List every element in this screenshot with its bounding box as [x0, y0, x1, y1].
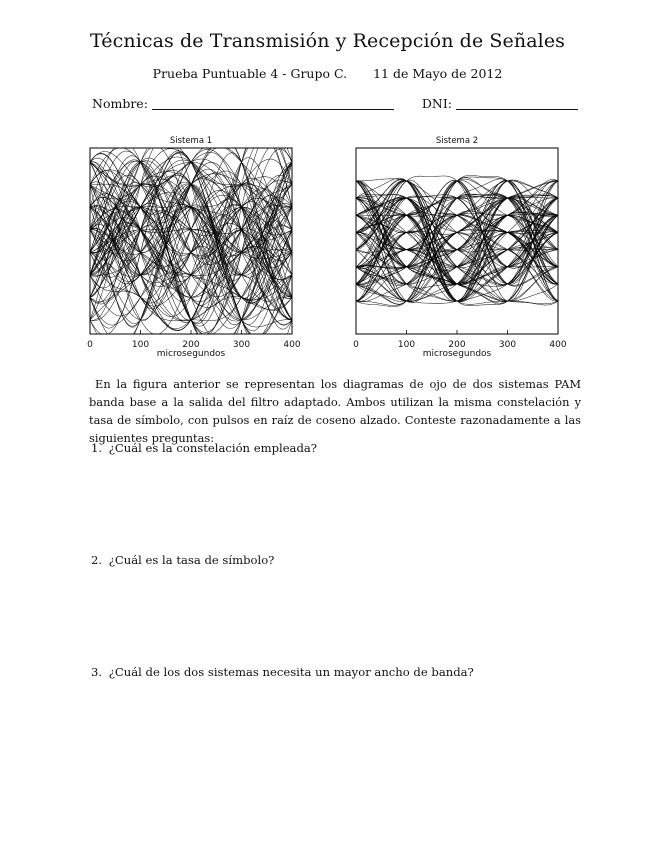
- name-label: Nombre:: [92, 96, 148, 111]
- x-tick-label: 400: [549, 340, 567, 350]
- eye-diagram-sistema-1: [82, 132, 304, 364]
- question-1: [91, 441, 317, 455]
- question-3: [91, 665, 474, 679]
- question-2: [91, 553, 274, 567]
- question-text: ¿Cuál es la tasa de símbolo?: [108, 553, 275, 567]
- dni-field-line[interactable]: [456, 96, 578, 110]
- eye-traces: [356, 175, 558, 306]
- exam-date: 11 de Mayo de 2012: [373, 66, 503, 81]
- chart-title: Sistema 1: [169, 136, 213, 146]
- x-tick-label: 100: [397, 340, 416, 350]
- x-tick-label: 0: [353, 340, 359, 350]
- x-tick-label: 400: [283, 340, 301, 350]
- eye-diagram-sistema-2: [348, 132, 570, 364]
- x-tick-label: 300: [232, 340, 251, 350]
- intro-paragraph: En la figura anterior se representan los diagramas de ojo de dos sistemas PAM banda base a la salida del filtro adaptado. Ambos utilizan la misma constelación y tasa de símbolo, con pulsos en raíz de coseno alzado. Conteste razonadamente a las siguientes preguntas:: [89, 377, 581, 445]
- exam-subtitle: [0, 66, 655, 81]
- eye-diagram-svg-1: [82, 132, 304, 364]
- x-tick-label: 200: [448, 340, 466, 350]
- x-tick-label: 100: [131, 340, 150, 350]
- chart-title: Sistema 2: [435, 136, 479, 146]
- x-axis-label: microsegundos: [422, 349, 492, 359]
- question-number: 3.: [91, 665, 103, 679]
- question-number: 1.: [91, 441, 103, 455]
- question-text: ¿Cuál es la constelación empleada?: [108, 441, 318, 455]
- x-tick-label: 300: [498, 340, 517, 350]
- dni-label: DNI:: [421, 96, 452, 111]
- x-tick-label: 200: [182, 340, 200, 350]
- eye-diagram-svg-2: [348, 132, 570, 364]
- exam-label: Prueba Puntuable 4 - Grupo C.: [152, 66, 348, 81]
- question-number: 2.: [91, 553, 103, 567]
- question-text: ¿Cuál de los dos sistemas necesita un mayor ancho de banda?: [108, 665, 474, 679]
- name-field-line[interactable]: [152, 96, 394, 110]
- eye-traces: [90, 132, 292, 363]
- name-row: [92, 96, 578, 111]
- x-tick-label: 0: [87, 340, 93, 350]
- page-title: Técnicas de Transmisión y Recepción de Señales: [89, 30, 566, 52]
- x-axis-label: microsegundos: [156, 349, 226, 359]
